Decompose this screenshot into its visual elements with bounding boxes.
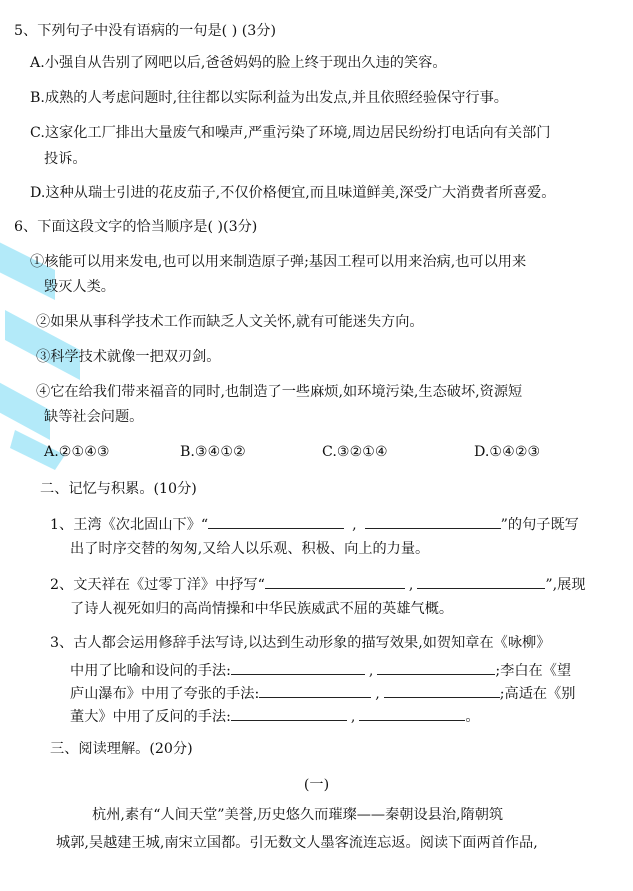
memory-item-3-line3-prefix: 庐山瀑布》中用了夸张的手法:	[70, 686, 260, 702]
fill-blank[interactable]	[377, 660, 495, 675]
q6-sentence-1-line1: ①核能可以用来发电,也可以用来制造原子弹;基因工程可以用来治病,也可以用来	[30, 254, 527, 270]
memory-item-1-line2: 出了时序交替的匆匆,又给人以乐观、积极、向上的力量。	[70, 541, 430, 557]
memory-item-3-line1: 3、古人都会运用修辞手法写诗,以达到生动形象的描写效果,如贺知章在《咏柳》	[50, 635, 551, 651]
q6-sentence-4-line2: 缺等社会问题。	[44, 409, 144, 425]
memory-item-3-line4	[70, 706, 480, 726]
fill-blank[interactable]	[417, 574, 545, 589]
memory-item-1-suffix: ”的句子既写	[500, 517, 579, 533]
memory-item-3-line2-prefix: 中用了比喻和设问的手法:	[70, 663, 231, 679]
memory-item-3-line3	[70, 683, 575, 703]
q6-stem: 6、下面这段文字的恰当顺序是( )(3分)	[14, 219, 258, 235]
fill-blank[interactable]	[359, 706, 465, 721]
memory-item-3-line4-sep: ,	[350, 709, 356, 725]
q5-stem: 5、下列句子中没有语病的一句是( ) (3分)	[14, 23, 277, 39]
memory-item-3-line4-prefix: 董大》中用了反问的手法:	[70, 709, 231, 725]
q5-option-b: B.成熟的人考虑问题时,往往都以实际利益为出发点,并且依照经验保守行事。	[30, 90, 508, 106]
q5-option-d: D.这种从瑞士引进的花皮茄子,不仅价格便宜,而且味道鲜美,深受广大消费者所喜爱。	[30, 185, 556, 201]
q6-sentence-1-line2: 毁灭人类。	[44, 279, 115, 295]
memory-item-3-line2-sep: ,	[368, 663, 374, 679]
memory-item-2-line1	[50, 574, 586, 594]
memory-item-3-line4-suffix: 。	[465, 709, 480, 725]
q5-option-c-line1: C.这家化工厂排出大量废气和噪声,严重污染了环境,周边居民纷纷打电话向有关部门	[30, 125, 551, 141]
memory-item-1-line1	[50, 514, 579, 534]
memory-item-3-line3-sep: ,	[375, 686, 380, 702]
reading-part-heading: (一)	[303, 777, 330, 793]
memory-item-2-prefix: 2、文天祥在《过零丁洋》中抒写“	[50, 577, 265, 593]
reading-paragraph-line1: 杭州,素有“人间天堂”美誉,历史悠久而璀璨——秦朝设县治,隋朝筑	[92, 807, 504, 823]
q6-option-d: D.①④②③	[474, 444, 541, 460]
memory-item-3-line2	[70, 660, 571, 680]
reading-paragraph-line2: 城郭,吴越建王城,南宋立国都。引无数文人墨客流连忘返。阅读下面两首作品,	[56, 835, 538, 851]
memory-item-2-line2: 了诗人视死如归的高尚情操和中华民族威武不屈的英雄气概。	[70, 601, 454, 617]
q6-sentence-2: ②如果从事科学技术工作而缺乏人文关怀,就有可能迷失方向。	[36, 314, 424, 330]
q6-sentence-3: ③科学技术就像一把双刃剑。	[36, 349, 221, 365]
memory-item-3-line3-suffix: ;高适在《别	[499, 686, 576, 702]
q5-option-a: A.小强自从告别了网吧以后,爸爸妈妈的脸上终于现出久违的笑容。	[30, 55, 447, 71]
fill-blank[interactable]	[259, 683, 371, 698]
section-3-title: 三、阅读理解。(20分)	[50, 741, 193, 757]
q6-option-c: C.③②①④	[322, 444, 388, 460]
section-2-title: 二、记忆与积累。(10分)	[40, 481, 197, 497]
fill-blank[interactable]	[384, 683, 500, 698]
q6-option-b: B.③④①②	[180, 444, 246, 460]
fill-blank[interactable]	[265, 574, 405, 589]
memory-item-1-sep: ,	[352, 517, 357, 533]
memory-item-2-sep: ,	[408, 577, 414, 593]
memory-item-2-suffix: ”,展现	[545, 577, 586, 593]
memory-item-3-line2-suffix: ;李白在《望	[495, 663, 572, 679]
q6-option-a: A.②①④③	[44, 444, 110, 460]
fill-blank[interactable]	[365, 514, 501, 529]
fill-blank[interactable]	[231, 660, 365, 675]
q6-sentence-4-line1: ④它在给我们带来福音的同时,也制造了一些麻烦,如环境污染,生态破坏,资源短	[36, 384, 523, 400]
fill-blank[interactable]	[231, 706, 347, 721]
q5-option-c-line2: 投诉。	[44, 151, 87, 167]
memory-item-1-prefix: 1、王湾《次北固山下》“	[50, 517, 209, 533]
fill-blank[interactable]	[208, 514, 344, 529]
